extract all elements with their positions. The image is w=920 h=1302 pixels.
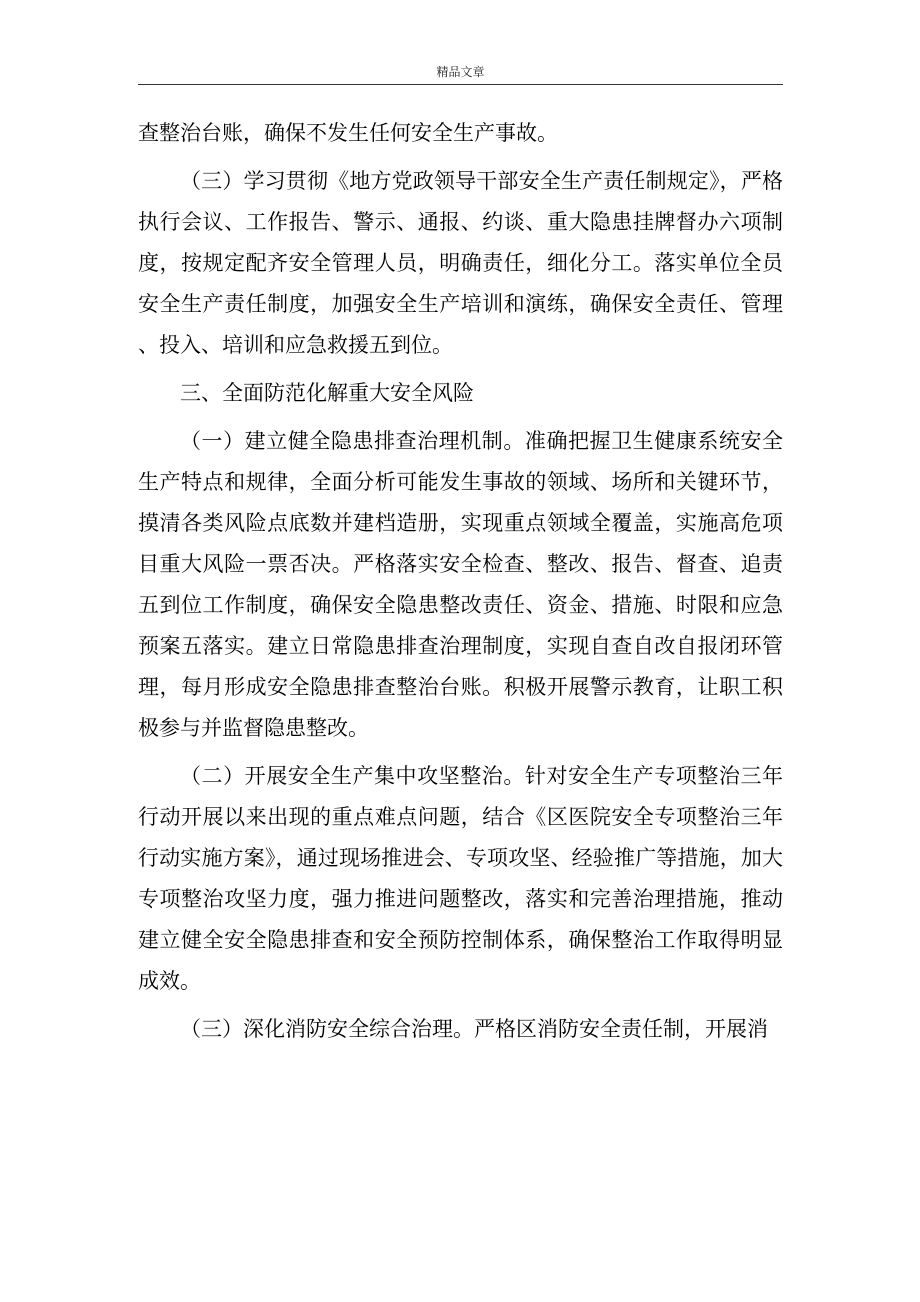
paragraph-section-2-item-3: （三）学习贯彻《地方党政领导干部安全生产责任制规定》，严格执行会议、工作报告、警示、通报、约谈、重大隐患挂牌督办六项制度，按规定配齐安全管理人员，明确责任，细化分工。落实单位全员安全生产责任制度，加强安全生产培训和演练，确保安全责任、管理、投入、培训和应急救援五到位。 xyxy=(138,169,783,357)
section-heading-3: 三、全面防范化解重大安全风险 xyxy=(180,381,474,405)
header-divider xyxy=(138,84,783,85)
paragraph-section-3-item-1: （一）建立健全隐患排查治理机制。准确把握卫生健康系统安全生产特点和规律，全面分析可能发生事故的领域、场所和关键环节，摸清各类风险点底数并建档造册，实现重点领域全覆盖，实施高危项目重大风险一票否决。严格落实安全检查、整改、报告、督查、追责五到位工作制度，确保安全隐患整改责任、资金、措施、时限和应急预案五落实。建立日常隐患排查治理制度，实现自查自改自报闭环管理，每月形成安全隐患排查整治台账。积极开展警示教育，让职工积极参与并监督隐患整改。 xyxy=(138,429,783,740)
document-body xyxy=(138,113,783,1057)
paragraph-section-3-item-3: （三）深化消防安全综合治理。严格区消防安全责任制，开展消 xyxy=(180,1017,768,1041)
paragraph-continuation: 查整治台账，确保不发生任何安全生产事故。 xyxy=(138,121,558,145)
paragraph-section-3-item-2: （二）开展安全生产集中攻坚整治。针对安全生产专项整治三年行动开展以来出现的重点难点问题，结合《区医院安全专项整治三年行动实施方案》，通过现场推进会、专项攻坚、经验推广等措施，加大专项整治攻坚力度，强力推进问题整改，落实和完善治理措施，推动建立健全安全隐患排查和安全预防控制体系，确保整治工作取得明显成效。 xyxy=(138,764,783,993)
page-header: 精品文章 xyxy=(436,65,485,79)
